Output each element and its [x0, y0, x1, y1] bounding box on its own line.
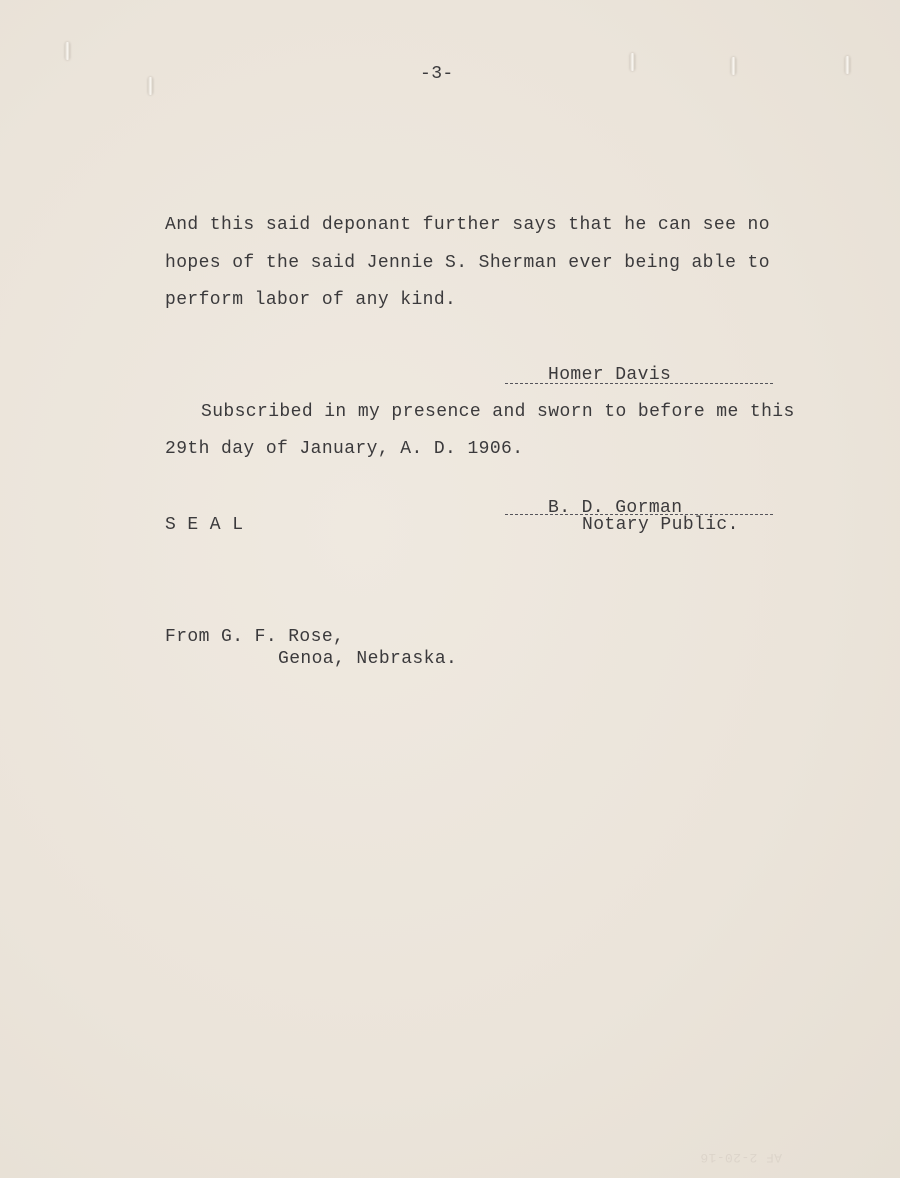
affiant-signature: Homer Davis [548, 365, 672, 385]
punch-hole-mark [731, 57, 736, 75]
body-line: And this said deponant further says that he can see no [165, 215, 770, 235]
notary-name: B. D. Gorman [548, 498, 683, 518]
from-line: Genoa, Nebraska. [278, 649, 458, 669]
notary-title: Notary Public. [582, 515, 739, 535]
body-line: hopes of the said Jennie S. Sherman ever being able to [165, 253, 770, 273]
jurat-line: Subscribed in my presence and sworn to before me this [201, 402, 795, 422]
from-line: From G. F. Rose, [165, 627, 345, 647]
jurat-line: 29th day of January, A. D. 1906. [165, 439, 524, 459]
punch-hole-mark [148, 77, 153, 95]
punch-hole-mark [845, 56, 850, 74]
punch-hole-mark [65, 42, 70, 60]
signature-line [505, 383, 773, 384]
body-line: perform labor of any kind. [165, 290, 457, 310]
seal-label: S E A L [165, 515, 244, 535]
faint-bottom-stamp: AF 2-20-16 [700, 1150, 783, 1165]
punch-hole-mark [630, 53, 635, 71]
page-number: -3- [420, 64, 454, 84]
